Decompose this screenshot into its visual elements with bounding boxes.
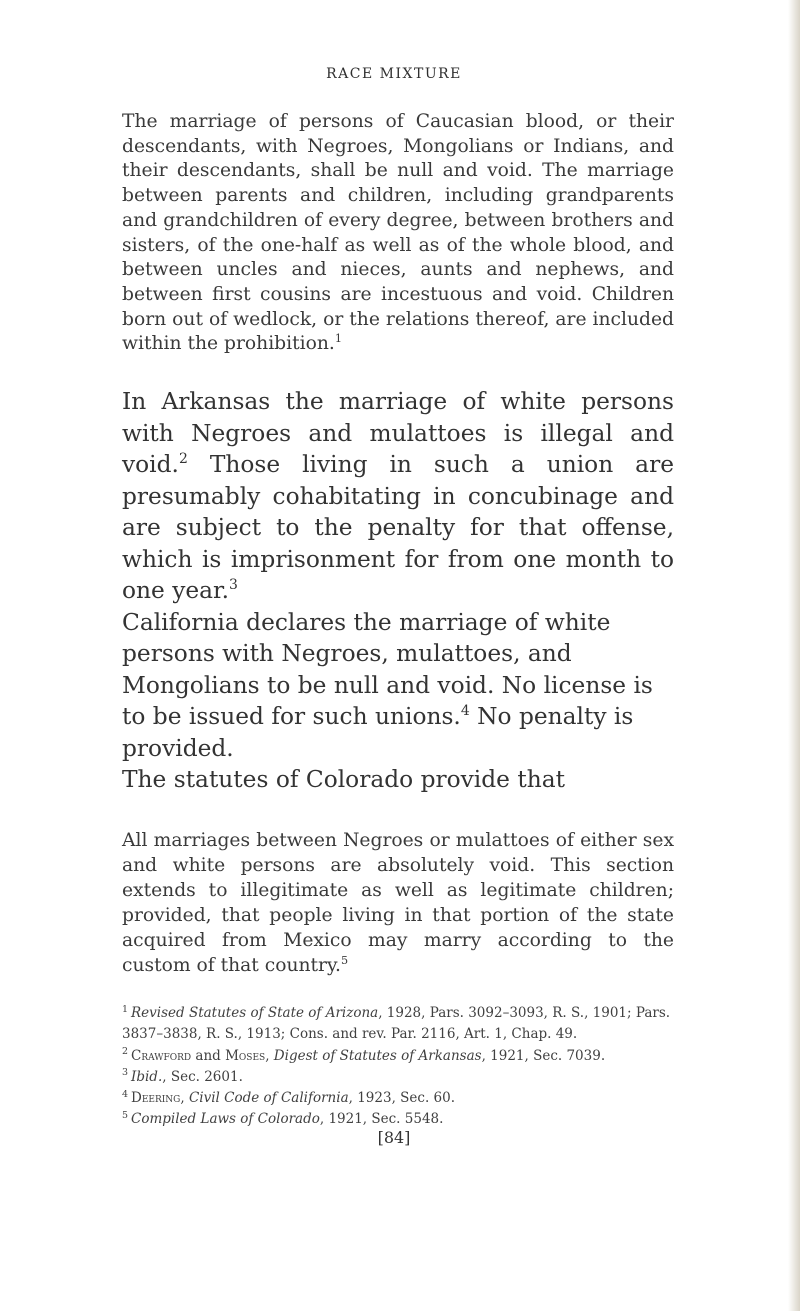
page-edge-shadow <box>788 0 800 1311</box>
footnote-3 <box>122 1067 674 1088</box>
quote-arizona-text: The marriage of persons of Caucasian blood, or their descendants, with Negroes, Mongolians or Indians, and their descendants, shall be null and void. The marriage between parents and children, including grandparents and grandchildren of every degree, between brothers and sisters, of the one-half as well as of the whole blood, and between uncles and nieces, aunts and nephews, and between first cousins are incestuous and void. Children born out of wedlock, or the relations thereof, are included within the prohibition. <box>122 111 674 355</box>
page-number: [84] <box>377 1128 411 1147</box>
footnote-number: 1 <box>122 1003 129 1015</box>
footnote-number: 2 <box>122 1046 129 1058</box>
footnote-title: Digest of Statutes of Arkansas <box>273 1047 482 1064</box>
footnote-author: Deering <box>131 1090 181 1107</box>
footnote-separator: , <box>265 1047 274 1064</box>
footnote-2 <box>122 1046 674 1067</box>
footnotes <box>122 1003 674 1131</box>
footnote-4 <box>122 1088 674 1109</box>
arkansas-text-a: In Arkansas the marriage of white persons with Negroes and mulattoes is illegal and void. <box>122 388 674 478</box>
footnote-ref-5: 5 <box>341 953 349 967</box>
california-text-b: No penalty is provided. <box>122 703 634 762</box>
footnote-author-2: Moses <box>225 1047 266 1064</box>
footnote-ref-1: 1 <box>334 332 342 346</box>
footnote-author: Crawford <box>131 1047 192 1064</box>
footnote-number: 3 <box>122 1067 129 1079</box>
paragraph-california <box>122 607 674 765</box>
footnote-ref-4: 4 <box>460 703 470 720</box>
footnote-title: Revised Statutes of State of Arizona <box>131 1005 379 1021</box>
quote-colorado-text: All marriages between Negroes or mulattoes of either sex and white persons are absolutely void. This section extends to illegitimate as well as legitimate children; provided, that people living in that portion of the state acquired from Mexico may marry according to the custom of that country. <box>122 830 674 976</box>
footnote-citation: , 1928, Pars. 3092–3093, R. S., 1901; Pars. 3837–3838, R. S., 1913; Cons. and rev. Par. 2116, Art. 1, Chap. 49. <box>122 1005 671 1043</box>
paragraph-arkansas <box>122 386 674 607</box>
footnote-connector: and <box>191 1047 226 1064</box>
california-text-a: California declares the marriage of white persons with Negroes, mulattoes, and Mongolians to be null and void. No license is to be issued for such unions. <box>122 608 653 730</box>
footnote-title: Civil Code of California <box>188 1090 349 1107</box>
block-quote-colorado <box>122 829 674 978</box>
footnote-separator: , <box>180 1090 189 1107</box>
block-quote-arizona <box>122 110 674 357</box>
footnote-citation: , 1923, Sec. 60. <box>348 1090 455 1107</box>
footnote-citation: , 1921, Sec. 7039. <box>481 1047 606 1064</box>
arkansas-text-b: Those living in such a union are presumably cohabitating in concubinage and are subject to the penalty for that offense, which is imprisonment for from one month to one year. <box>122 451 674 604</box>
footnote-ref-2: 2 <box>178 451 188 468</box>
footnote-1 <box>122 1003 674 1046</box>
footnote-title: Compiled Laws of Colorado <box>131 1111 320 1128</box>
footnote-citation: , 1921, Sec. 5548. <box>319 1111 444 1128</box>
footnote-ref-3: 3 <box>229 577 238 594</box>
footnote-number: 5 <box>122 1109 129 1121</box>
footnote-number: 4 <box>122 1088 129 1100</box>
footnote-citation: , Sec. 2601. <box>162 1068 243 1085</box>
paragraph-colorado-intro: The statutes of Colorado provide that <box>122 766 565 793</box>
main-text <box>122 386 674 796</box>
running-head: RACE MIXTURE <box>326 66 462 82</box>
footnote-title: Ibid. <box>131 1068 163 1085</box>
